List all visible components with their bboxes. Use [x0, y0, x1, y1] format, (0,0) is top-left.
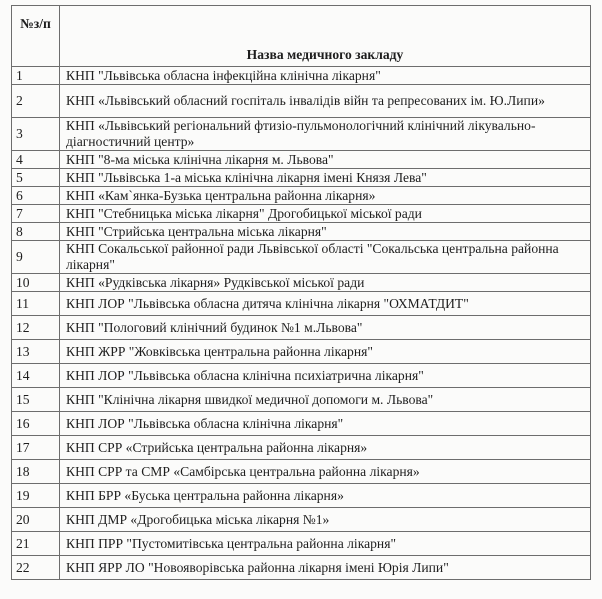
row-name: КНП ЛОР "Львівська обласна клінічна психіатрична лікарня" — [60, 364, 591, 388]
table-row — [12, 241, 591, 274]
row-number: 10 — [12, 274, 60, 292]
row-name: КНП «Рудківська лікарня» Рудківської міської ради — [60, 274, 591, 292]
table-row — [12, 187, 591, 205]
row-number: 7 — [12, 205, 60, 223]
table-row — [12, 340, 591, 364]
row-number: 19 — [12, 484, 60, 508]
row-name: КНП ЯРР ЛО "Новояворівська районна лікарня імені Юрія Липи" — [60, 556, 591, 580]
row-number: 3 — [12, 118, 60, 151]
row-name: КНП ДМР «Дрогобицька міська лікарня №1» — [60, 508, 591, 532]
row-number: 22 — [12, 556, 60, 580]
table-row — [12, 118, 591, 151]
row-number: 13 — [12, 340, 60, 364]
table-row — [12, 85, 591, 118]
table-row — [12, 556, 591, 580]
row-number: 11 — [12, 292, 60, 316]
row-number: 20 — [12, 508, 60, 532]
table-row — [12, 388, 591, 412]
table-row — [12, 67, 591, 85]
row-name: КНП "Львівська 1-а міська клінічна лікарня імені Князя Лева" — [60, 169, 591, 187]
row-name: КНП "Львівська обласна інфекційна клінічна лікарня" — [60, 67, 591, 85]
row-number: 6 — [12, 187, 60, 205]
row-name: КНП «Кам`янка-Бузька центральна районна лікарня» — [60, 187, 591, 205]
row-number: 5 — [12, 169, 60, 187]
table-row — [12, 316, 591, 340]
row-name: КНП ПРР "Пустомитівська центральна районна лікарня" — [60, 532, 591, 556]
row-name: КНП "Стрийська центральна міська лікарня" — [60, 223, 591, 241]
table-row — [12, 436, 591, 460]
table-row — [12, 532, 591, 556]
table-row — [12, 460, 591, 484]
table-row — [12, 151, 591, 169]
row-number: 1 — [12, 67, 60, 85]
row-number: 4 — [12, 151, 60, 169]
table-row — [12, 364, 591, 388]
row-number: 9 — [12, 241, 60, 274]
row-name: КНП ЖРР "Жовківська центральна районна лікарня" — [60, 340, 591, 364]
table-row — [12, 484, 591, 508]
row-number: 8 — [12, 223, 60, 241]
row-name: КНП «Львівський регіональний фтизіо-пульмонологічний клінічний лікувально-діагностичний центр» — [60, 118, 591, 151]
row-number: 16 — [12, 412, 60, 436]
header-number: №з/п — [12, 6, 60, 67]
row-name: КНП "Клінічна лікарня швидкої медичної допомоги м. Львова" — [60, 388, 591, 412]
table-header-row — [12, 6, 591, 67]
row-number: 15 — [12, 388, 60, 412]
row-name: КНП "Пологовий клінічний будинок №1 м.Львова" — [60, 316, 591, 340]
table-row — [12, 292, 591, 316]
table-row — [12, 169, 591, 187]
row-name: КНП "Стебницька міська лікарня" Дрогобицької міської ради — [60, 205, 591, 223]
row-name: КНП СРР та СМР «Самбірська центральна районна лікарня» — [60, 460, 591, 484]
table-row — [12, 274, 591, 292]
table-row — [12, 223, 591, 241]
row-name: КНП "8-ма міська клінічна лікарня м. Львова" — [60, 151, 591, 169]
row-number: 12 — [12, 316, 60, 340]
table-row — [12, 508, 591, 532]
row-number: 2 — [12, 85, 60, 118]
row-number: 17 — [12, 436, 60, 460]
row-name: КНП Сокальської районної ради Львівської області "Сокальська центральна районна лікарня" — [60, 241, 591, 274]
row-number: 18 — [12, 460, 60, 484]
row-name: КНП ЛОР "Львівська обласна дитяча клінічна лікарня "ОХМАТДИТ" — [60, 292, 591, 316]
row-number: 14 — [12, 364, 60, 388]
row-name: КНП ЛОР "Львівська обласна клінічна лікарня" — [60, 412, 591, 436]
hospitals-table — [11, 5, 591, 580]
header-name: Назва медичного закладу — [60, 6, 591, 67]
table-row — [12, 205, 591, 223]
row-name: КНП БРР «Буська центральна районна лікарня» — [60, 484, 591, 508]
row-name: КНП СРР «Стрийська центральна районна лікарня» — [60, 436, 591, 460]
row-number: 21 — [12, 532, 60, 556]
table-row — [12, 412, 591, 436]
row-name: КНП «Львівський обласний госпіталь інвалідів війн та репресованих ім. Ю.Липи» — [60, 85, 591, 118]
